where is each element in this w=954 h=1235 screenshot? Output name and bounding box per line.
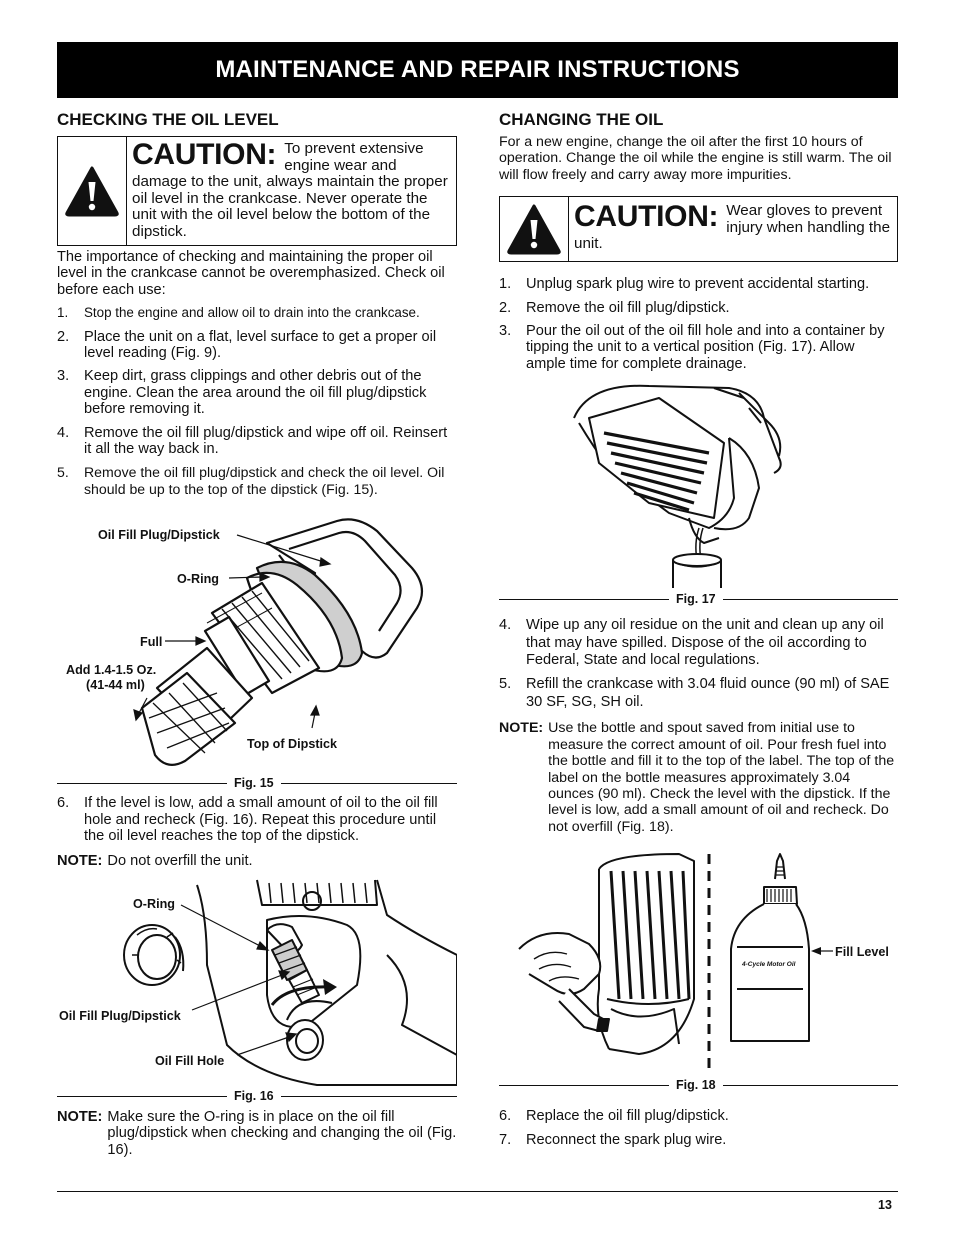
label-add-amount: Add 1.4-1.5 Oz. xyxy=(66,663,157,678)
fig-16-caption-rule xyxy=(57,1088,457,1104)
list-item: 6. Replace the oil fill plug/dipstick. xyxy=(499,1108,729,1125)
engine-oil-fill-illustration xyxy=(57,875,457,1090)
list-item: 3. Keep dirt, grass clippings and other debris out of the engine. Clean the area around the oil fill plug/dipstick before removing it. xyxy=(57,368,427,418)
left-column xyxy=(57,110,457,1158)
list-item: 2. Place the unit on a flat, level surface to get a proper oil level reading (Fig. 9). xyxy=(57,328,437,362)
intro-paragraph: For a new engine, change the oil after the first 10 hours of operation. Change the oil while the engine is still warm. The oil will flow freely and carry away more impurities. xyxy=(499,134,892,183)
figure-15 xyxy=(57,513,457,778)
change-steps-continued xyxy=(499,617,898,711)
fig-18-caption: Fig. 18 xyxy=(669,1077,723,1093)
list-item: 7. Reconnect the spark plug wire. xyxy=(499,1131,727,1148)
warning-triangle-icon xyxy=(64,165,120,217)
changing-oil-heading: CHANGING THE OIL xyxy=(499,110,664,129)
list-item: 4. Wipe up any oil residue on the unit and clean up any oil that may have spilled. Dispose of the oil according to Federal, State and local regulations. xyxy=(499,617,884,669)
list-item: 1. Unplug spark plug wire to prevent accidental starting. xyxy=(499,276,870,293)
change-steps-final xyxy=(499,1108,898,1148)
fig-15-caption-rule xyxy=(57,775,457,791)
page-number: 13 xyxy=(878,1198,892,1212)
label-fill-level: Fill Level xyxy=(835,945,889,960)
warning-triangle-icon xyxy=(506,203,562,255)
figure-17 xyxy=(499,378,898,593)
label-add-ml: (41-44 ml) xyxy=(86,678,145,693)
label-top-of-dipstick: Top of Dipstick xyxy=(247,737,338,752)
figure-16 xyxy=(57,875,457,1090)
label-o-ring: O-Ring xyxy=(177,572,219,587)
list-item: 2. Remove the oil fill plug/dipstick. xyxy=(499,299,730,316)
caution-word: CAUTION: xyxy=(574,200,719,234)
bottle-label-text: 4-Cycle Motor Oil xyxy=(742,961,796,969)
caution-icon-cell xyxy=(58,137,127,245)
fig-15-caption: Fig. 15 xyxy=(227,775,281,791)
note-do-not-overfill: NOTE: Do not overfill the unit. xyxy=(57,852,253,869)
caution-message: To prevent extensive engine wear and damage to the unit, always maintain the proper oil level in the crankcase. Never operate the unit with the oil level below the bottom of the dipstick. xyxy=(132,140,448,240)
section-banner: MAINTENANCE AND REPAIR INSTRUCTIONS xyxy=(57,42,898,98)
fig-18-caption-rule xyxy=(499,1077,898,1093)
caution-box xyxy=(499,196,898,262)
fig-17-caption: Fig. 17 xyxy=(669,591,723,607)
refill-oil-illustration xyxy=(499,849,898,1079)
caution-text xyxy=(569,197,897,261)
note-bottle: NOTE: Use the bottle and spout saved from initial use to measure the correct amount of oil. Pour fresh fuel into the bottle and fill it to the top of the label. The top of the label on the bottle measures approximately 3.04 ounces (90 ml). Check the level with the dipstick. If the level is low, add a small amount of oil and recheck. Do not overfill (Fig. 18). xyxy=(499,720,895,835)
caution-icon-cell xyxy=(500,197,569,261)
list-item: 1. Stop the engine and allow oil to drain into the crankcase. xyxy=(57,305,420,321)
caution-word: CAUTION: xyxy=(132,138,277,171)
checking-oil-heading: CHECKING THE OIL LEVEL xyxy=(57,110,279,129)
right-column xyxy=(499,110,898,1148)
draining-oil-illustration xyxy=(499,378,898,593)
caution-text xyxy=(127,137,456,245)
list-item: 5. Refill the crankcase with 3.04 fluid ounce (90 ml) of SAE 30 SF, SG, SH oil. xyxy=(499,676,890,710)
fig-17-caption-rule xyxy=(499,591,898,607)
caution-box xyxy=(57,136,457,246)
fig-16-caption: Fig. 16 xyxy=(227,1088,281,1104)
list-item: 5. Remove the oil fill plug/dipstick and check the oil level. Oil should be up to the top of the dipstick (Fig. 15). xyxy=(57,464,445,497)
list-item: 3. Pour the oil out of the oil fill hole and into a container by tipping the unit to a vertical position (Fig. 17). Allow ample time for complete drainage. xyxy=(499,323,885,372)
label-full: Full xyxy=(140,635,163,650)
change-steps xyxy=(499,276,898,372)
caution-message: Wear gloves to prevent injury when handling the unit. xyxy=(574,202,891,253)
intro-paragraph: The importance of checking and maintaining the proper oil level in the crankcase cannot be overemphasized. Check oil before each use: xyxy=(57,249,445,298)
footer-rule xyxy=(57,1191,898,1192)
label-oil-fill-hole: Oil Fill Hole xyxy=(155,1053,225,1068)
label-oil-fill-plug: Oil Fill Plug/Dipstick xyxy=(59,1008,181,1023)
label-o-ring: O-Ring xyxy=(133,896,175,911)
note-o-ring: NOTE: Make sure the O-ring is in place on the oil fill plug/dipstick when checking and changing the oil (Fig. 16). xyxy=(57,1108,457,1158)
list-item: 6. If the level is low, add a small amount of oil to the oil fill hole and recheck (Fig. 16). Repeat this procedure until the oil level reaches the top of the dipstick. xyxy=(57,795,438,845)
label-oil-fill-plug: Oil Fill Plug/Dipstick xyxy=(98,528,220,543)
list-item: 4. Remove the oil fill plug/dipstick and wipe off oil. Reinsert it all the way back in. xyxy=(57,424,448,458)
check-steps xyxy=(57,305,457,497)
figure-18 xyxy=(499,849,898,1079)
check-steps-continued xyxy=(57,795,457,844)
